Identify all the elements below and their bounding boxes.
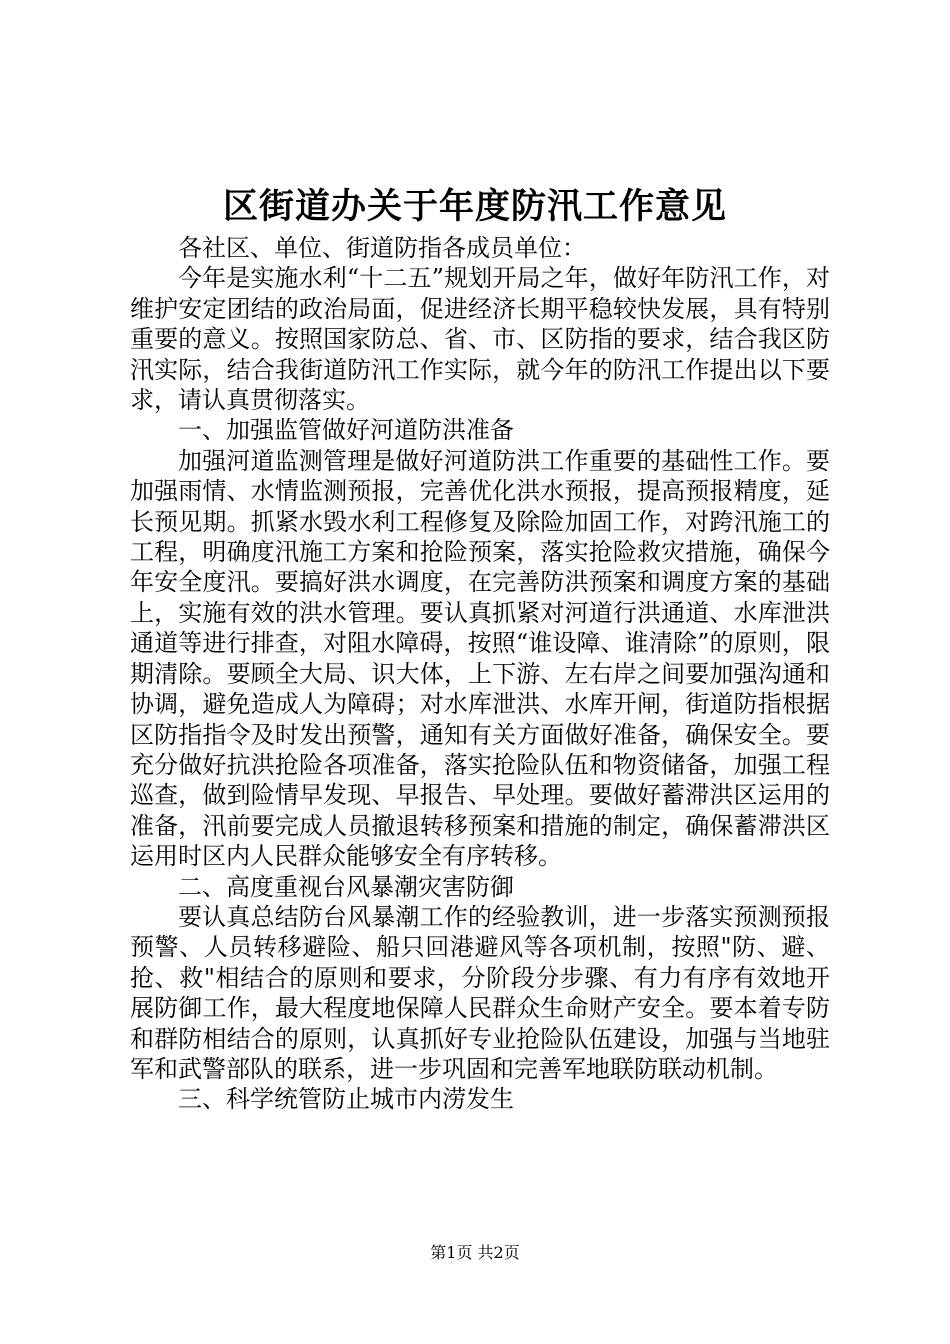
page-footer: 第1页 共2页 [430, 1243, 520, 1262]
intro-paragraph: 今年是实施水利“十二五”规划开局之年，做好年防汛工作，对维护安定团结的政治局面，促进经济长期平稳较快发展，具有特别重要的意义。按照国家防总、省、市、区防指的要求，结合我区防汛实际，结合我街道防汛工作实际，就今年的防汛工作提出以下要求，请认真贯彻落实。 [130, 264, 830, 415]
section-heading-2: 二、高度重视台风暴潮灾害防御 [178, 872, 514, 901]
document-body [130, 233, 830, 1115]
section-body-1: 加强河道监测管理是做好河道防洪工作重要的基础性工作。要加强雨情、水情监测预报，完善优化洪水预报，提高预报精度，延长预见期。抓紧水毁水利工程修复及除险加固工作，对跨汛施工的工程，明确度汛施工方案和抢险预案，落实抢险救灾措施，确保今年安全度汛。要搞好洪水调度，在完善防洪预案和调度方案的基础上，实施有效的洪水管理。要认真抓紧对河道行洪通道、水库泄洪通道等进行排查，对阻水障碍，按照“谁设障、谁清除”的原则，限期清除。要顾全大局、识大体，上下游、左右岸之间要加强沟通和协调，避免造成人为障碍；对水库泄洪、水库开闸，街道防指根据区防指指令及时发出预警，通知有关方面做好准备，确保安全。要充分做好抗洪抢险各项准备，落实抢险队伍和物资储备，加强工程巡查，做到险情早发现、早报告、早处理。要做好蓄滞洪区运用的准备，汛前要完成人员撤退转移预案和措施的制定，确保蓄滞洪区运用时区内人民群众能够安全有序转移。 [130, 446, 830, 871]
salutation: 各社区、单位、街道防指各成员单位： [178, 234, 586, 262]
section-heading-1: 一、加强监管做好河道防洪准备 [178, 416, 514, 445]
document-title: 区街道办关于年度防汛工作意见 [222, 186, 727, 227]
section-heading-3: 三、科学统管防止城市内涝发生 [178, 1085, 514, 1114]
section-body-2: 要认真总结防台风暴潮工作的经验教训，进一步落实预测预报预警、人员转移避险、船只回港避风等各项机制，按照"防、避、抢、救"相结合的原则和要求，分阶段分步骤、有力有序有效地开展防御工作，最大程度地保障人民群众生命财产安全。要本着专防和群防相结合的原则，认真抓好专业抢险队伍建设，加强与当地驻军和武警部队的联系，进一步巩固和完善军地联防联动机制。 [130, 902, 830, 1083]
